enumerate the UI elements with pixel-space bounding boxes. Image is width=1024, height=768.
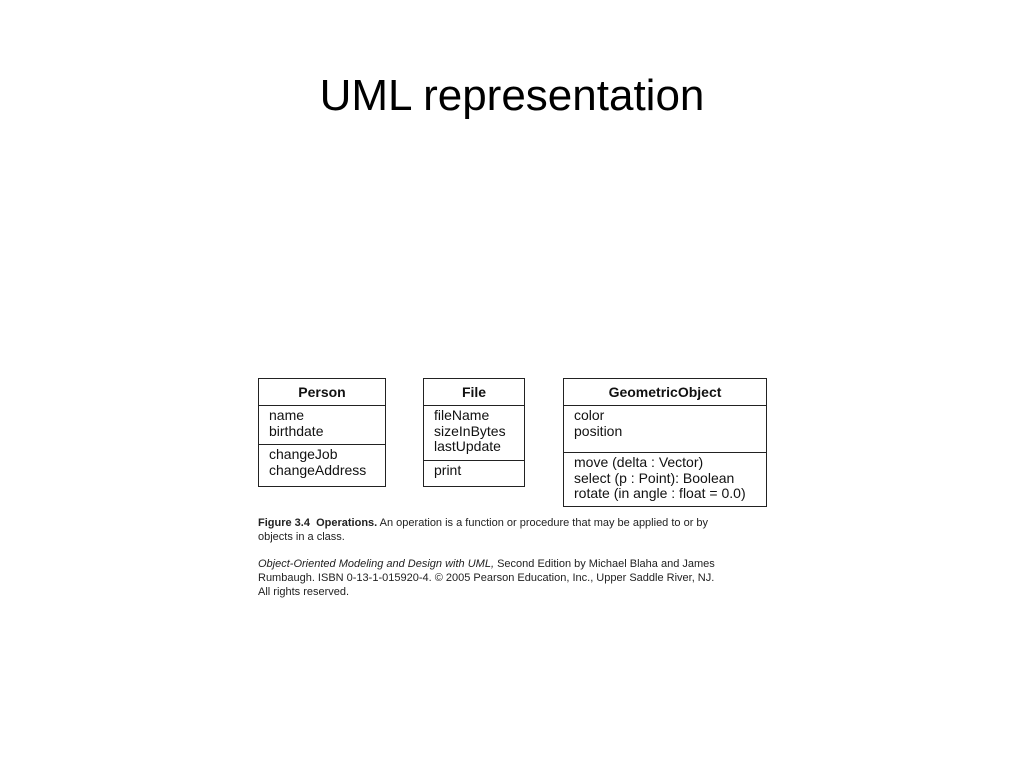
uml-class-person (258, 378, 386, 487)
class-operations (424, 461, 524, 482)
class-operation: move (delta : Vector) (574, 454, 704, 470)
figure-text: An operation is a function or procedure that may be applied to or by objects in a class. (258, 517, 709, 543)
class-attribute: name (269, 407, 305, 423)
class-attribute: lastUpdate (434, 438, 501, 454)
class-attributes (564, 406, 766, 453)
class-attribute: color (574, 407, 605, 423)
class-name: GeometricObject (564, 379, 766, 406)
book-title: Object-Oriented Modeling and Design with UML, (258, 558, 495, 570)
uml-class-file (423, 378, 525, 487)
figure-title: Operations. (316, 517, 378, 529)
copyright-credit (258, 557, 728, 599)
slide-title: UML representation (319, 71, 705, 120)
class-name: File (424, 379, 524, 406)
class-operations (564, 453, 766, 505)
class-attribute: birthdate (269, 422, 324, 439)
class-attribute: fileName (434, 407, 490, 423)
class-name: Person (259, 379, 385, 406)
figure-label: Figure 3.4 (258, 517, 310, 529)
figure-caption (258, 516, 728, 544)
class-operations (259, 445, 385, 481)
class-operation: select (p : Point): Boolean (574, 469, 735, 486)
class-operation: changeJob (269, 446, 338, 462)
class-operation: changeAddress (269, 461, 367, 478)
class-operation: rotate (in angle : float = 0.0) (574, 485, 746, 501)
class-operation: print (434, 462, 462, 478)
class-attribute: sizeInBytes (434, 422, 506, 439)
uml-class-geometricobject (563, 378, 767, 507)
credit-text: Second Edition by Michael Blaha and James Rumbaugh. ISBN 0-13-1-015920-4. © 2005 Pearson Education, Inc., Upper Saddle River, NJ. All rights reserved. (258, 558, 715, 598)
class-attribute: position (574, 422, 623, 439)
class-attributes (424, 406, 524, 461)
class-attributes (259, 406, 385, 445)
